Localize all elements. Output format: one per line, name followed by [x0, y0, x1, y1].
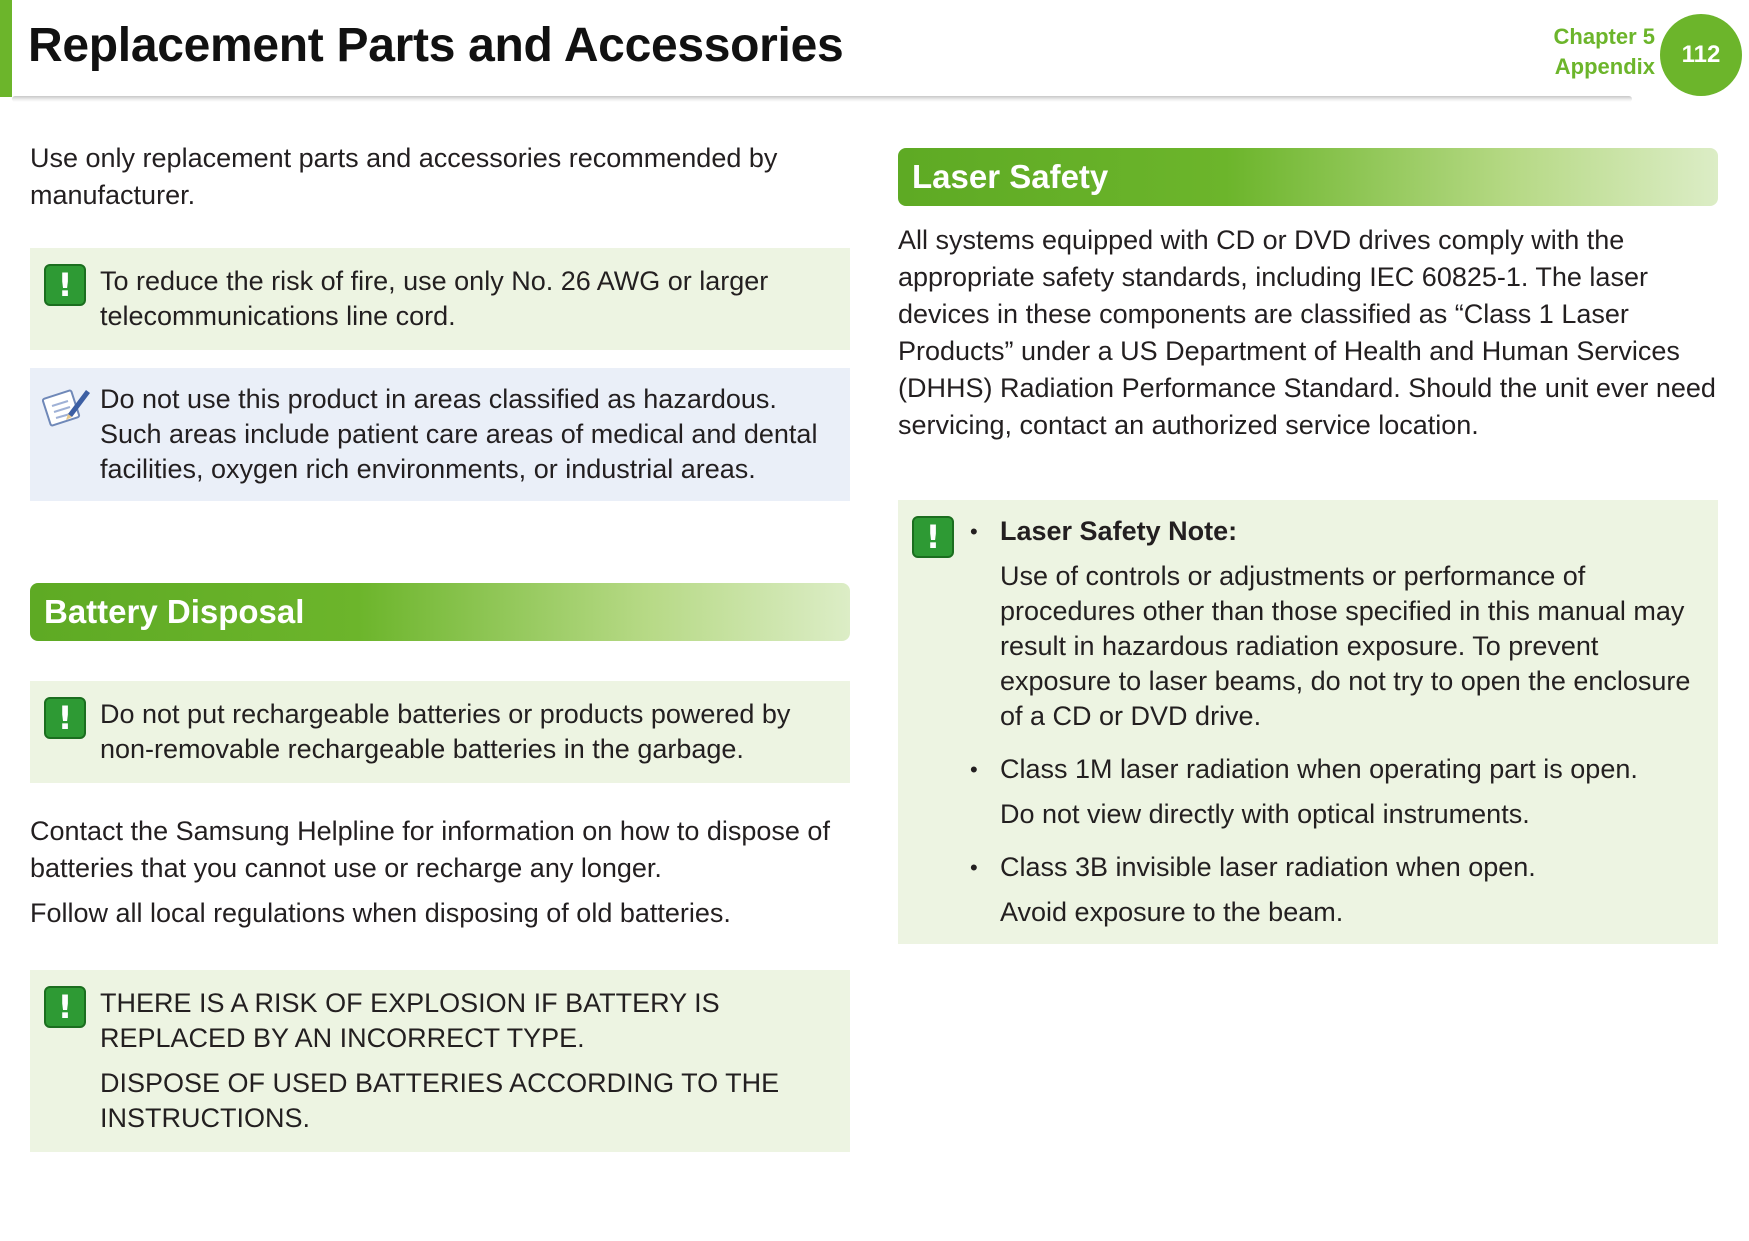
left-column — [30, 140, 850, 1152]
list-item — [970, 752, 1694, 832]
contact-text: Contact the Samsung Helpline for information on how to dispose of batteries that you cannot use or recharge any longer. — [30, 816, 830, 883]
laser-note-text: Use of controls or adjustments or performance of procedures other than those specified in this manual may result in hazardous radiation exposure. To prevent exposure to laser beams, do not try to open the enclosure of a CD or DVD drive. — [1000, 561, 1691, 731]
right-column — [898, 148, 1718, 944]
chapter-label — [1554, 22, 1655, 82]
warning-text: Do not put rechargeable batteries or products powered by non-removable rechargeable batteries in the garbage. — [100, 699, 791, 764]
battery-disposal-heading: Battery Disposal — [30, 583, 850, 641]
regulations-text: Follow all local regulations when disposing of old batteries. — [30, 898, 731, 928]
pencil-note-icon — [42, 384, 92, 428]
laser-safety-text: All systems equipped with CD or DVD drives comply with the appropriate safety standards, including IEC 60825-1. The laser devices in these components are classified as “Class 1 Laser Products” under a US Department of Health and Human Services (DHHS) Radiation Performance Standard. Should the unit ever need servicing, contact an authorized service location. — [898, 225, 1716, 440]
exclamation-warning-icon: ! — [44, 264, 86, 306]
exclamation-warning-icon: ! — [912, 516, 954, 558]
chapter-number: Chapter 5 — [1553, 24, 1655, 49]
class-3b-text: • Class 3B invisible laser radiation when open. — [1000, 852, 1536, 882]
warning-text-line1: THERE IS A RISK OF EXPLOSION IF BATTERY IS REPLACED BY AN INCORRECT TYPE. — [100, 988, 720, 1053]
header-accent-bar — [0, 0, 12, 97]
exclamation-warning-icon: ! — [44, 697, 86, 739]
warning-text-line2: DISPOSE OF USED BATTERIES ACCORDING TO THE INSTRUCTIONS. — [100, 1068, 780, 1133]
warning-box-explosion — [30, 970, 850, 1152]
chapter-section: Appendix — [1554, 54, 1655, 79]
note-box-hazard — [30, 368, 850, 501]
laser-safety-heading: Laser Safety — [898, 148, 1718, 206]
warning-box-garbage — [30, 681, 850, 783]
note-text: Do not use this product in areas classified as hazardous. Such areas include patient care areas of medical and dental facilities, oxygen rich environments, or industrial areas. — [100, 384, 818, 484]
laser-safety-note-box — [898, 500, 1718, 944]
header-divider — [12, 96, 1632, 102]
list-item — [970, 850, 1694, 930]
page-title: Replacement Parts and Accessories — [28, 19, 844, 72]
warning-box-cord — [30, 248, 850, 350]
list-item — [970, 514, 1694, 734]
exclamation-warning-icon: ! — [44, 986, 86, 1028]
warning-text: To reduce the risk of fire, use only No. 26 AWG or larger telecommunications line cord. — [100, 266, 769, 331]
class-3b-subtext: Avoid exposure to the beam. — [1000, 897, 1344, 927]
class-1m-subtext: Do not view directly with optical instruments. — [1000, 799, 1530, 829]
class-1m-text: • Class 1M laser radiation when operating part is open. — [1000, 754, 1638, 784]
laser-note-title: • Laser Safety Note: — [1000, 516, 1238, 546]
intro-text: Use only replacement parts and accessories recommended by manufacturer. — [30, 143, 778, 210]
page-number-badge: 112 — [1660, 14, 1742, 96]
